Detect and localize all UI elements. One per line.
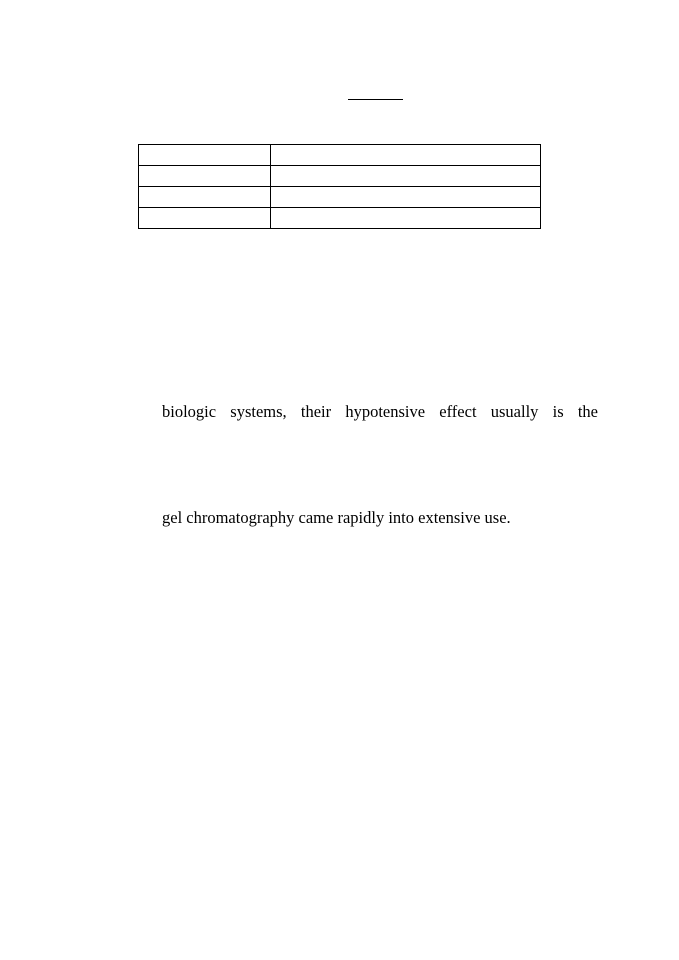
table-cell <box>271 187 541 208</box>
table-cell <box>271 166 541 187</box>
table-cell <box>139 145 271 166</box>
table-cell <box>139 166 271 187</box>
paragraph-line: biologic systems, their hypotensive effect usually is the <box>162 402 598 421</box>
table-cell <box>139 208 271 229</box>
table-row <box>139 145 541 166</box>
table-cell <box>139 187 271 208</box>
table-row <box>139 187 541 208</box>
table-cell <box>271 208 541 229</box>
table-row <box>139 208 541 229</box>
paragraph-line: gel chromatography came rapidly into extensive use. <box>162 508 511 527</box>
table-cell <box>271 145 541 166</box>
title-underline <box>348 99 403 100</box>
table-row <box>139 166 541 187</box>
data-table <box>138 144 541 229</box>
